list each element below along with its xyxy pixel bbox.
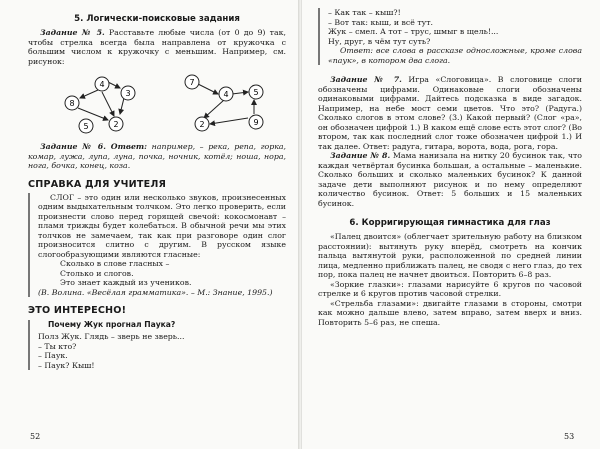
poem-line: Сколько в слове гласных – xyxy=(60,259,170,268)
task-8: Задание № 8. Мама нанизала на нитку 20 бусинок так, что каждая четвёртая бусинка большая, а остальные – маленькие. Сколько больших и сколько маленьких бусинок? К данной задаче дети выполняют рисунок и по нему определяют количество бусинок. Ответ: 5 больших и 15 маленьких бусинок. xyxy=(318,151,582,208)
section-title-5: 5. Логически-поисковые задания xyxy=(74,14,240,24)
dialog-answer: Ответ: все слова в рассказе односложные, кроме слова «паук», в котором два слога. xyxy=(328,46,582,65)
exercise-2: «Зоркие глазки»: глазами нарисуйте 6 кругов по часовой стрелке и 6 кругов против часовой стрелки. xyxy=(318,279,582,298)
story-line: Полз Жук. Глядь – зверь не зверь... xyxy=(38,332,185,341)
diagram1-node: 2 xyxy=(113,120,119,129)
dialog-line: – Как так – кыш?! xyxy=(328,8,401,17)
task-7: Задание № 7. Игра «Слоговица». В слоговице слоги обозначены цифрами. Одинаковые слоги обозначены одинаковыми цифрами. Дайтесь подсказка в виде загадок. Например, на небе мост семи цветов. Что это? (Радуга.) Сколько слогов в этом слове? (3.) Какой первый? (Слог «ра», он обозначен цифрой 1.) В каком ещё слове есть этот слог? (Во втором, так как последний слог тоже обозначен цифрой 1.) И так далее. Ответ: радуга, гитара, ворота, вода, рога, гора. xyxy=(318,75,582,151)
interesting-box xyxy=(28,320,286,370)
diagram2-node: 5 xyxy=(253,88,259,97)
task-5: Задание № 5. Расставьте любые числа (от 0 до 9) так, чтобы стрелка всегда была направлена от кружочка с большим числом к кружочку с меньшим. Например, см. рисунок: xyxy=(28,28,286,66)
section-title-6: 6. Корригирующая гимнастика для глаз xyxy=(349,218,551,228)
teacher-reference-text: СЛОГ – это один или несколько звуков, произнесенных одним выдыхательным толчком. Это легко проверить, если произнести слово перед горящей свечой: кокосмонавт – пламя трижды будет колебаться. В обычной речи мы этих толчков не замечаем, так как при разговоре один слог произносится слитно с другим. В русском языке слогообразующими являются гласные: xyxy=(38,192,286,259)
right-page xyxy=(302,0,600,449)
teacher-reference-heading: СПРАВКА ДЛЯ УЧИТЕЛЯ xyxy=(28,178,167,190)
dialog-line: Ну, друг, в чём тут суть? xyxy=(328,36,431,46)
story-line: – Паук. xyxy=(38,351,68,360)
diagram2-node: 2 xyxy=(199,120,205,129)
citation: (В. Волина. «Весёлая грамматика». – М.: Знание, 1995.) xyxy=(38,287,273,297)
poem-syllables xyxy=(60,259,286,288)
dialog-line: – Вот так: кыш, и всё тут. xyxy=(328,17,434,27)
dialog-line: Жук – смел. А тот – трус, шмыг в щель!... xyxy=(328,27,499,36)
diagram1-node: 5 xyxy=(83,122,89,131)
number-circle-diagrams xyxy=(28,68,286,138)
diagram1-node: 4 xyxy=(99,80,105,89)
diagram-2 xyxy=(185,75,263,131)
story-title: Почему Жук прогнал Паука? xyxy=(48,320,176,329)
task-6: Задание № 6. Ответ: например, – река, репа, горка, комар, лужа, лупа, луна, почка, ночник, котёл; ноша, нора, нога, бочка, конец, коза. xyxy=(28,142,286,170)
page-number-right: 53 xyxy=(564,432,575,441)
exercise-3: «Стрельба глазами»: двигайте глазами в стороны, смотри как можно дальше влево, затем вправо, затем вверх и вниз. Повторить 5–6 раз, не спеша. xyxy=(318,298,582,327)
dialog-box xyxy=(318,8,582,65)
story-line: – Ты кто? xyxy=(38,341,77,351)
poem-line: Это знает каждый из учеников. xyxy=(60,278,192,287)
teacher-reference-box xyxy=(28,193,286,298)
poem-line: Столько и слогов. xyxy=(60,268,134,278)
diagram1-node: 8 xyxy=(69,99,75,108)
diagram2-node: 7 xyxy=(189,78,195,87)
diagram2-node: 9 xyxy=(253,118,259,127)
diagram1-node: 3 xyxy=(125,89,131,98)
diagram2-node: 4 xyxy=(223,90,229,99)
diagram-1 xyxy=(65,77,135,133)
page-number-left: 52 xyxy=(30,432,41,441)
left-page xyxy=(0,0,298,449)
interesting-heading: ЭТО ИНТЕРЕСНО! xyxy=(28,305,127,316)
exercise-1: «Палец двоится» (облегчает зрительную работу на близком расстоянии): вытянуть руку вперёд, смотреть на кончик пальца вытянутой руки, расположенной по средней линии лица, медленно приближать палец, не сводя с него глаз, до тех пор, пока палец не начнет двоиться. Повторить 6–8 раз. xyxy=(318,232,582,279)
story-line: – Паук? Кыш! xyxy=(38,360,95,370)
